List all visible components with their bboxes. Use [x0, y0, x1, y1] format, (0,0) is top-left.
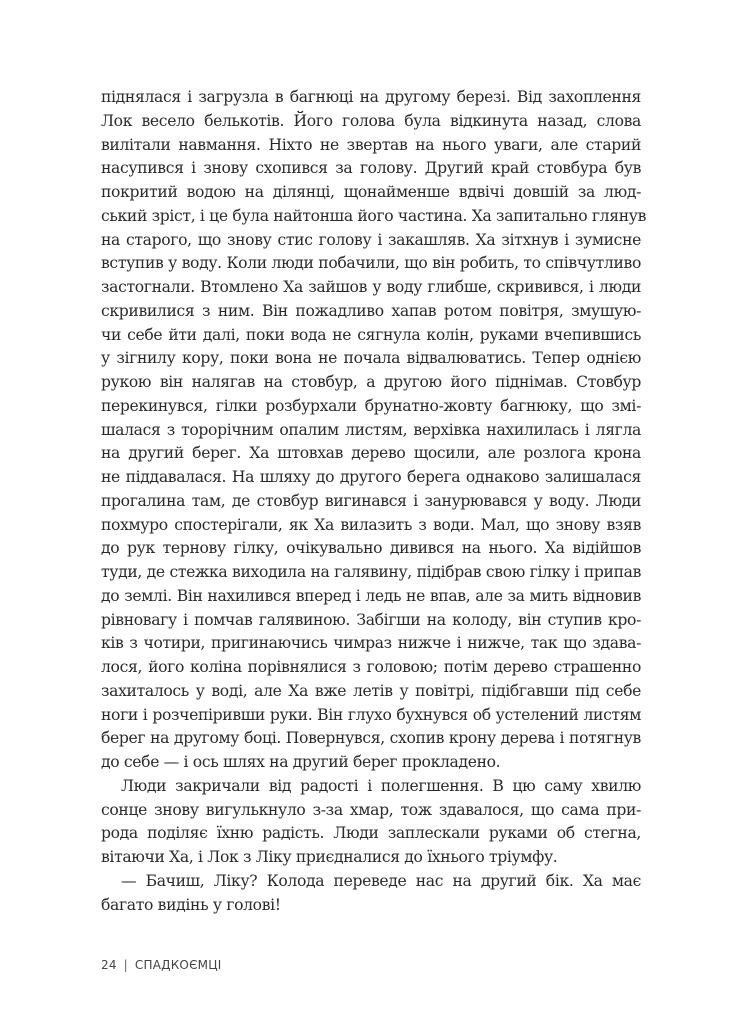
- text-line: сонце знову вигулькнуло з-за хмар, тож здавалося, що сама при-: [101, 800, 641, 819]
- running-title: СПАДКОЄМЦІ: [134, 958, 222, 972]
- text-line: чи себе йти далі, поки вода не сягнула колін, руками вчепившись: [101, 325, 641, 344]
- text-line: берег на другому боці. Повернувся, схопив крону дерева і потягнув: [101, 729, 641, 748]
- text-line: вилітали навмання. Ніхто не звертав на нього уваги, але старий: [101, 135, 641, 154]
- text-line: до рук тернову гілку, очікувально дивився на нього. Ха відійшов: [101, 539, 641, 558]
- text-line: насупився і знову схопився за голову. Другий край стовбура був: [101, 159, 641, 178]
- running-footer: [101, 958, 221, 972]
- text-line: піднялася і загрузла в багнюці на другому березі. Від захоплення: [101, 88, 641, 106]
- text-line: перекинувся, гілки розбурхали брунатно-жовту багнюку, що змі-: [101, 396, 641, 415]
- text-line: рода поділяє їхню радість. Люди заплескали руками об стегна,: [101, 824, 641, 843]
- text-line: скривилися з ним. Він пожадливо хапав ротом повітря, змушую-: [101, 301, 641, 320]
- text-line: ноги і розчепіривши руки. Він глухо бухнувся об устелений листям: [101, 705, 641, 724]
- text-line: прогалина там, де стовбур вигинався і занурювався у воду. Люди: [101, 491, 641, 510]
- footer-separator: |: [123, 958, 128, 972]
- paragraph: [101, 86, 647, 775]
- text-line: застогнали. Втомлено Ха зайшов у воду глибше, скривився, і люди: [101, 278, 641, 296]
- page-number: 24: [101, 958, 117, 972]
- paragraph: [101, 775, 641, 870]
- text-line: не піддавалася. На шляху до другого берега однаково залишалася: [101, 468, 641, 486]
- text-line: на другий берег. Ха штовхав дерево щосили, але розлога крона: [101, 444, 641, 463]
- text-line: лося, його коліна порівнялися з головою; потім дерево страшенно: [101, 658, 641, 676]
- text-line: похмуро спостерігали, як Ха вилазить з води. Мал, що знову взяв: [101, 515, 641, 534]
- text-line: вітаючи Ха, і Лок з Ліку приєдналися до їхнього тріумфу.: [101, 848, 558, 866]
- text-line: рівновагу і помчав галявиною. Забігши на колоду, він ступив кро-: [101, 610, 641, 629]
- text-line: — Бачиш, Ліку? Колода переведе нас на другий бік. Ха має: [121, 871, 641, 890]
- page-body: [101, 86, 647, 917]
- text-line: ський зріст, і це була найтонша його частина. Ха запитально глянув: [101, 206, 647, 225]
- paragraph: [101, 870, 641, 918]
- text-line: Люди закричали від радості і полегшення. В цю саму хвилю: [121, 776, 641, 795]
- text-line: Лок весело белькотів. Його голова була відкинута назад, слова: [101, 111, 641, 130]
- text-line: ків з чотири, пригинаючись чимраз нижче і нижче, так що здава-: [101, 634, 641, 653]
- text-line: захиталось у воді, але Ха вже летів у повітрі, підібгавши під себе: [101, 681, 641, 700]
- text-line: вступив у воду. Коли люди побачили, що він робить, то співчутливо: [101, 254, 641, 273]
- text-line: туди, де стежка виходила на галявину, підібрав свою гілку і припав: [101, 563, 641, 581]
- text-line: шалася з торорічним опалим листям, верхівка нахилилась і лягла: [101, 420, 641, 439]
- text-line: на старого, що знову стис голову і закашляв. Ха зітхнув і зумисне: [101, 230, 641, 249]
- text-line: до себе — і ось шлях на другий берег прокладено.: [101, 753, 501, 771]
- text-line: у зігнилу кору, поки вона не почала відвалюватись. Тепер однією: [101, 349, 641, 368]
- text-line: покритий водою на ділянці, щонайменше вдвічі довшій за люд-: [101, 183, 641, 201]
- text-line: до землі. Він нахилився вперед і ледь не впав, але за мить відновив: [101, 586, 641, 605]
- text-line: рукою він налягав на стовбур, а другою його піднімав. Стовбур: [101, 373, 641, 391]
- text-line: багато видінь у голові!: [101, 895, 281, 914]
